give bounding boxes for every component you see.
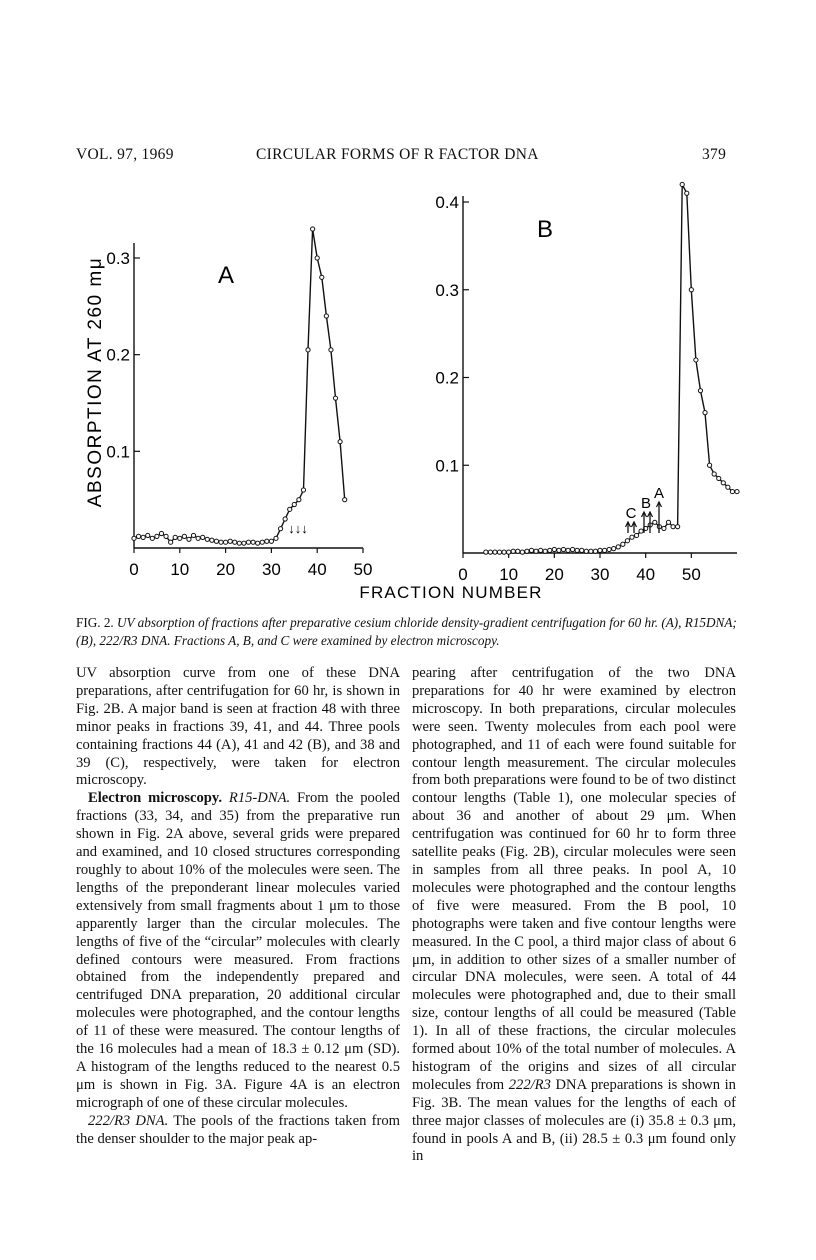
data-point xyxy=(288,507,292,511)
data-point xyxy=(698,389,702,393)
data-point xyxy=(150,536,154,540)
data-point xyxy=(516,549,520,553)
caption-figure-number: FIG. 2. xyxy=(76,615,114,630)
data-point xyxy=(561,547,565,551)
panel-label: B xyxy=(537,216,554,243)
data-point xyxy=(224,540,228,544)
data-point xyxy=(571,547,575,551)
data-point xyxy=(612,547,616,551)
data-point xyxy=(507,550,511,554)
data-point xyxy=(584,549,588,553)
x-axis-label: FRACTION NUMBER xyxy=(359,583,543,602)
data-point xyxy=(306,348,310,352)
data-point xyxy=(338,440,342,444)
x-tick-label: 40 xyxy=(636,565,656,584)
data-point xyxy=(164,534,168,538)
data-point xyxy=(694,358,698,362)
data-point xyxy=(703,411,707,415)
data-point xyxy=(548,548,552,552)
data-point xyxy=(173,535,177,539)
y-tick-label: 0.2 xyxy=(435,368,459,388)
y-tick-label: 0.3 xyxy=(435,280,459,300)
data-point xyxy=(598,548,602,552)
data-point xyxy=(735,489,739,493)
data-point xyxy=(625,539,629,543)
data-point xyxy=(320,275,324,279)
data-point xyxy=(502,550,506,554)
paragraph-text: 222/R3 xyxy=(508,1076,551,1093)
data-point xyxy=(155,534,159,538)
data-point xyxy=(132,536,136,540)
x-tick-label: 10 xyxy=(170,560,190,579)
x-tick-label: 50 xyxy=(681,565,701,584)
paragraph-text: From the pooled fractions (33, 34, and 35) from the preparative run shown in Fig. 2A above, several grids were prepared and examined, and 10 closed structures corresponding roughly to about 10% of the molecules were seen. The lengths of the preponderant linear molecules varied extensively from small fragments about 1 μm to those apparently larger than the circular molecules. The lengths of five of the “circular” molecules with clearly defined contours were measured. From fractions obtained from the independently prepared and centrifuged DNA preparation, 20 additional circular molecules were photographed, and the contour lengths of 11 of these were measured. The contour lengths of the 16 molecules had a mean of 18.3 ± 0.12 μm (SD). A histogram of the lengths reduced to the nearest 0.5 μm is shown in Fig. 3A. Figure 4A is an electron micrograph of one of these circular molecules. xyxy=(76,790,400,1111)
paragraph xyxy=(76,1113,400,1149)
data-point xyxy=(311,227,315,231)
x-tick-label: 40 xyxy=(307,560,327,579)
figure-2 xyxy=(0,180,816,610)
panel-a-chart xyxy=(106,227,372,579)
data-point xyxy=(552,547,556,551)
data-point xyxy=(265,539,269,543)
data-point xyxy=(301,488,305,492)
peak-label: C xyxy=(625,505,637,522)
data-point xyxy=(708,463,712,467)
data-point xyxy=(488,550,492,554)
data-point xyxy=(297,498,301,502)
data-point xyxy=(566,548,570,552)
x-tick-label: 10 xyxy=(499,565,519,584)
data-point xyxy=(712,472,716,476)
data-point xyxy=(315,256,319,260)
data-point xyxy=(187,537,191,541)
data-point xyxy=(242,541,246,545)
data-point xyxy=(169,540,173,544)
data-point xyxy=(497,550,501,554)
data-point xyxy=(689,288,693,292)
subsection-heading: 222/R3 DNA. xyxy=(88,1112,169,1129)
data-point xyxy=(278,527,282,531)
data-point xyxy=(191,533,195,537)
data-point xyxy=(178,536,182,540)
paragraph-text: The pools of the fractions taken from the denser shoulder to the major peak ap- xyxy=(76,1112,400,1147)
data-point xyxy=(159,531,163,535)
data-point xyxy=(539,548,543,552)
data-point xyxy=(274,536,278,540)
data-point xyxy=(557,548,561,552)
subsection-heading: R15-DNA. xyxy=(228,790,291,807)
data-point xyxy=(484,550,488,554)
data-point xyxy=(329,348,333,352)
x-tick-label: 50 xyxy=(353,560,373,579)
data-point xyxy=(621,542,625,546)
data-point xyxy=(589,549,593,553)
data-point xyxy=(511,549,515,553)
data-point xyxy=(593,549,597,553)
data-point xyxy=(685,191,689,195)
data-point xyxy=(260,540,264,544)
data-point xyxy=(201,535,205,539)
data-point xyxy=(630,535,634,539)
data-point xyxy=(292,502,296,506)
y-axis-label: ABSORPTION AT 260 mμ xyxy=(85,256,106,508)
data-point xyxy=(182,534,186,538)
data-point xyxy=(520,550,524,554)
data-point xyxy=(680,182,684,186)
data-point xyxy=(580,548,584,552)
data-point xyxy=(726,485,730,489)
x-tick-label: 20 xyxy=(544,565,564,584)
series-line xyxy=(486,185,737,553)
caption-text: UV absorption of fractions after preparative cesium chloride density-gradient centrifugation for 60 hr. (A), R15DNA; (B), 222/R3 DNA. Fractions A, B, and C were examined by electron microscopy. xyxy=(76,615,737,648)
data-point xyxy=(269,539,273,543)
data-point xyxy=(343,498,347,502)
data-point xyxy=(246,540,250,544)
text-column-left xyxy=(76,665,400,1148)
panel-b-chart xyxy=(435,182,739,584)
data-point xyxy=(525,549,529,553)
data-point xyxy=(671,525,675,529)
data-point xyxy=(196,536,200,540)
data-point xyxy=(136,534,140,538)
y-tick-label: 0.4 xyxy=(435,193,459,212)
x-tick-label: 20 xyxy=(216,560,236,579)
data-point xyxy=(237,541,241,545)
running-head-title: CIRCULAR FORMS OF R FACTOR DNA xyxy=(256,146,539,163)
data-point xyxy=(607,547,611,551)
y-tick-label: 0.2 xyxy=(106,345,130,365)
y-tick-label: 0.3 xyxy=(106,249,130,268)
x-tick-label: 0 xyxy=(458,565,468,584)
data-point xyxy=(575,548,579,552)
data-point xyxy=(493,550,497,554)
data-point xyxy=(717,476,721,480)
data-point xyxy=(283,517,287,521)
panel-label: A xyxy=(218,262,235,289)
section-heading: Electron microscopy. xyxy=(88,790,223,807)
data-point xyxy=(721,481,725,485)
data-point xyxy=(333,396,337,400)
data-point xyxy=(676,525,680,529)
data-point xyxy=(228,539,232,543)
data-point xyxy=(214,539,218,543)
data-point xyxy=(662,526,666,530)
data-point xyxy=(730,489,734,493)
peak-label: B xyxy=(640,495,652,512)
data-point xyxy=(543,549,547,553)
text-column-right xyxy=(412,665,736,1166)
data-point xyxy=(653,520,657,524)
y-tick-label: 0.1 xyxy=(106,442,130,462)
data-point xyxy=(256,541,260,545)
data-point xyxy=(205,537,209,541)
data-point xyxy=(529,548,533,552)
paragraph-continued xyxy=(412,665,736,1166)
data-point xyxy=(666,520,670,524)
data-point xyxy=(639,529,643,533)
x-tick-label: 30 xyxy=(590,565,610,584)
data-point xyxy=(141,535,145,539)
figure-caption xyxy=(76,614,740,650)
paragraph-text: DNA preparations is shown in Fig. 3B. The mean values for the lengths of each of three major classes of molecules are (i) 35.8 ± 0.3 μm, found in pools A and B, (ii) 28.5 ± 0.3 μm found only in xyxy=(412,1076,736,1165)
x-tick-label: 30 xyxy=(261,560,281,579)
paragraph-text: pearing after centrifugation of the two DNA preparations for 40 hr were examined by electron microscopy. In both preparations, circular molecules were seen. Twenty molecules from each pool were photographed, and 11 of each were found suitable for contour length measurement. The circular molecules from both preparations were found to be of two distinct contour lengths (Table 1), one molecular species of about 36 and another of about 29 μm. When centrifugation was continued for 60 hr to form three satellite peaks (Fig. 2B), circular molecules were seen in samples from all three peaks. In pool A, 10 molecules were photographed and the contour lengths of five were measured. From the B pool, 10 photographs were taken and five contour lengths were measured. In the C pool, a third major class of about 6 μm, in addition to other sizes of a smaller number of circular DNA molecules, were seen. A total of 44 molecules were photographed and, due to their small size, contour lengths of all could be measured (Table 1). In all of these fractions, the circular molecules formed about 10% of the total number of molecules. A histogram of the origins and sizes of all circular molecules from xyxy=(412,665,736,1093)
data-point xyxy=(602,548,606,552)
data-point xyxy=(146,533,150,537)
data-point xyxy=(534,549,538,553)
peak-label: A xyxy=(653,485,665,502)
paragraph: UV absorption curve from one of these DNA preparations, after centrifugation for 60 hr, is shown in Fig. 2B. A major band is seen at fraction 48 with three minor peaks in fractions 39, 41, and 44. Three pools containing fractions 44 (A), 41 and 42 (B), and 38 and 39 (C), respectively, were taken for electron microscopy. xyxy=(76,665,400,789)
series-line xyxy=(134,229,345,543)
peak-arrows-annotation: ↓↓↓ xyxy=(288,521,308,536)
data-point xyxy=(251,540,255,544)
paragraph xyxy=(76,790,400,1112)
data-point xyxy=(233,540,237,544)
data-point xyxy=(634,533,638,537)
data-point xyxy=(219,540,223,544)
x-tick-label: 0 xyxy=(129,560,139,579)
y-tick-label: 0.1 xyxy=(435,456,459,476)
data-point xyxy=(210,538,214,542)
running-head-journal: VOL. 97, 1969 xyxy=(76,146,174,163)
page-number: 379 xyxy=(702,146,727,163)
data-point xyxy=(616,545,620,549)
data-point xyxy=(324,314,328,318)
